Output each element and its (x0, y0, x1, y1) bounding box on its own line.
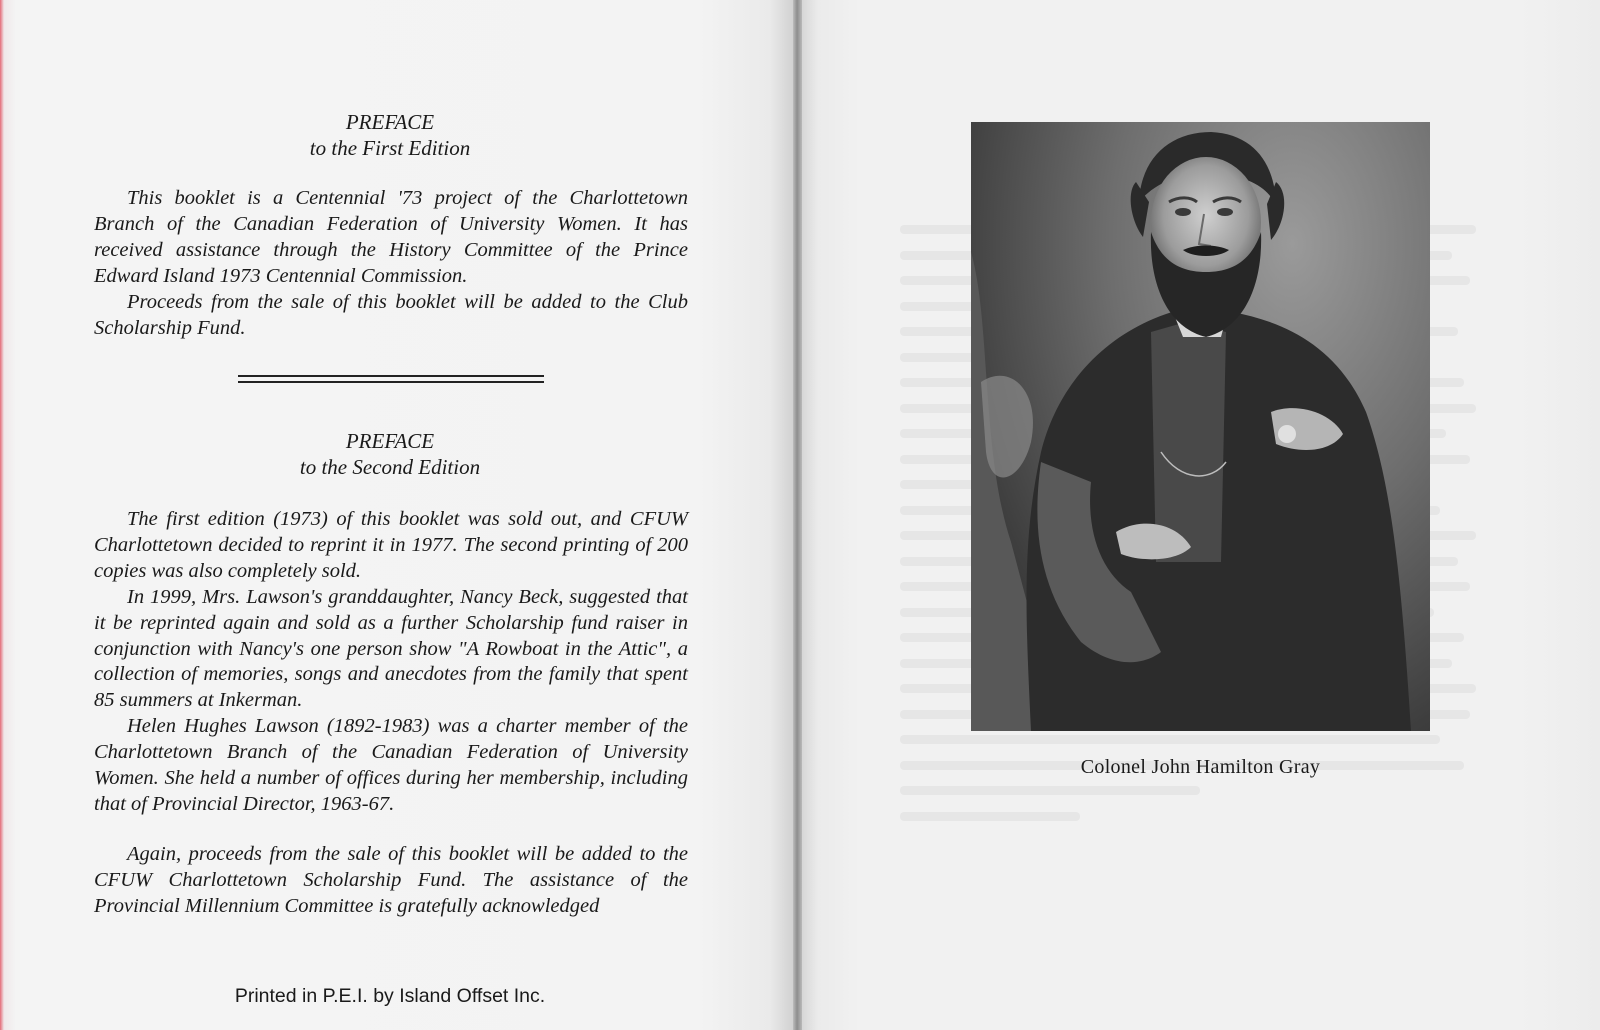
portrait-caption: Colonel John Hamilton Gray (1080, 756, 1321, 778)
portrait-illustration (971, 122, 1430, 731)
second-preface-paragraph: Helen Hughes Lawson (1892-1983) was a charter member of the Charlottetown Branch of the Canadian Federation of University Women. She held a number of offices during her membership, including that of Provincial Director, 1963-67. (94, 715, 688, 815)
first-preface-heading (90, 109, 690, 161)
second-preface-body (94, 507, 688, 818)
first-preface-subtitle: to the First Edition (309, 136, 471, 160)
second-preface-subtitle: to the Second Edition (299, 455, 481, 479)
second-preface-closing (94, 842, 688, 920)
second-preface-paragraph: In 1999, Mrs. Lawson's granddaughter, Nancy Beck, suggested that it be reprinted again and sold as a further Scholarship fund raiser in conjunction with Nancy's one person show "A Rowboat in the Attic", a collection of memories, songs and anecdotes from the family that spent 85 summers at Inkerman. (94, 585, 688, 712)
second-preface-paragraph: Again, proceeds from the sale of this booklet will be added to the CFUW Charlottetown Scholarship Fund. The assistance of the Provincial Millennium Committee is gratefully acknowledged (94, 843, 688, 917)
second-preface-paragraph: The first edition (1973) of this booklet was sold out, and CFUW Charlottetown decided to reprint it in 1977. The second printing of 200 copies was also completely sold. (94, 508, 688, 582)
first-preface-paragraph: This booklet is a Centennial '73 project of the Charlottetown Branch of the Canadian Federation of University Women. It has received assistance through the History Committee of the Prince Edward Island 1973 Centennial Commission. (94, 187, 688, 287)
second-preface-title: PREFACE (345, 429, 435, 453)
first-preface-body (94, 186, 688, 341)
second-preface-heading (90, 428, 690, 480)
book-gutter (793, 0, 802, 1030)
printer-credit: Printed in P.E.I. by Island Offset Inc. (234, 985, 546, 1007)
first-preface-paragraph: Proceeds from the sale of this booklet will be added to the Club Scholarship Fund. (94, 290, 688, 339)
section-divider (238, 375, 544, 383)
portrait-photo (971, 122, 1430, 731)
first-preface-title: PREFACE (345, 110, 435, 134)
